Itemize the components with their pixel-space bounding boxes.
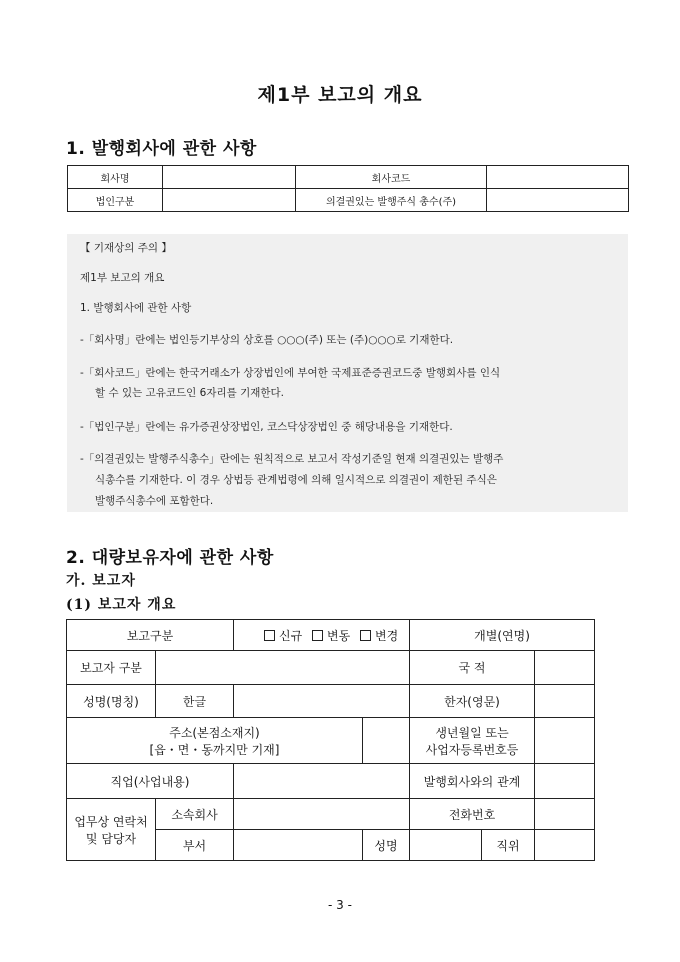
notes-item: -「법인구분」란에는 유가증권상장법인, 코스닥상장법인 중 해당내용을 기재한다. — [80, 421, 453, 433]
page-number: - 3 - — [328, 898, 352, 912]
address-label-line: [읍・면・동까지만 기재] — [149, 742, 280, 757]
hangul-label: 한글 — [156, 685, 234, 718]
nationality-label: 국 적 — [410, 651, 535, 685]
option-label: 신규 — [279, 628, 303, 643]
notes-box — [67, 234, 628, 512]
relation-cell — [535, 764, 595, 799]
hanja-cell — [535, 685, 595, 718]
report-type-options — [234, 620, 410, 651]
person-name-cell — [410, 830, 482, 861]
birth-label-line: 생년월일 또는 — [435, 725, 509, 740]
affiliation-cell — [234, 799, 410, 830]
address-cell — [363, 718, 410, 764]
table-row — [67, 685, 595, 718]
report-type-label: 보고구분 — [67, 620, 234, 651]
company-name-label: 회사명 — [68, 166, 163, 189]
notes-item-continued: 할 수 있는 고유코드인 6자리를 기재한다. — [95, 387, 284, 399]
table-row — [68, 189, 629, 212]
subsection-heading: 가. 보고자 — [66, 573, 136, 589]
contact-label — [67, 799, 156, 861]
dept-cell — [234, 830, 363, 861]
reporter-overview-table — [66, 619, 595, 861]
nationality-cell — [535, 651, 595, 685]
phone-cell — [535, 799, 595, 830]
table-row — [67, 651, 595, 685]
page-title: 제1부 보고의 개요 — [257, 84, 423, 106]
option-label: 변동 — [327, 628, 351, 643]
table-row — [67, 718, 595, 764]
notes-line: 제1부 보고의 개요 — [80, 272, 165, 284]
address-label — [67, 718, 363, 764]
company-info-table — [67, 165, 629, 212]
table-row — [68, 166, 629, 189]
affiliation-label: 소속회사 — [156, 799, 234, 830]
notes-item-continued: 발행주식총수에 포함한다. — [95, 495, 214, 507]
hanja-label: 한자(영문) — [410, 685, 535, 718]
position-label: 직위 — [482, 830, 535, 861]
company-code-cell — [487, 166, 629, 189]
notes-item-continued: 식총수를 기재한다. 이 경우 상법등 관계법령에 의해 일시적으로 의결권이 제한된 주식은 — [95, 474, 497, 486]
birth-cell — [535, 718, 595, 764]
notes-item: -「회사명」란에는 법인등기부상의 상호를 ○○○(주) 또는 (주)○○○로 기재한다. — [80, 334, 454, 346]
reporter-type-cell — [156, 651, 410, 685]
contact-label-line: 및 담당자 — [85, 831, 137, 846]
voting-shares-cell — [487, 189, 629, 212]
option-label: 변경 — [375, 628, 399, 643]
section1-heading: 1. 발행회사에 관한 사항 — [66, 139, 257, 159]
notes-line: 1. 발행회사에 관한 사항 — [80, 302, 192, 314]
birth-label — [410, 718, 535, 764]
checkbox-modify[interactable] — [360, 630, 371, 641]
subsection-heading: (1) 보고자 개요 — [66, 597, 177, 613]
section2-heading: 2. 대량보유자에 관한 사항 — [66, 548, 274, 568]
address-label-line: 주소(본점소재지) — [169, 725, 260, 740]
table-row — [67, 764, 595, 799]
occupation-label: 직업(사업내용) — [67, 764, 234, 799]
company-name-cell — [163, 166, 296, 189]
notes-item: -「회사코드」란에는 한국거래소가 상장법인에 부여한 국제표준증권코드중 발행회사를 인식 — [80, 367, 501, 379]
corp-type-label: 법인구분 — [68, 189, 163, 212]
hangul-cell — [234, 685, 410, 718]
birth-label-line: 사업자등록번호등 — [425, 742, 519, 757]
name-label: 성명(명칭) — [67, 685, 156, 718]
person-name-label: 성명 — [363, 830, 410, 861]
reporter-type-label: 보고자 구분 — [67, 651, 156, 685]
phone-label: 전화번호 — [410, 799, 535, 830]
checkbox-change[interactable] — [312, 630, 323, 641]
notes-item: -「의결권있는 발행주식총수」란에는 원칙적으로 보고서 작성기준일 현재 의결권있는 발행주 — [80, 453, 504, 465]
position-cell — [535, 830, 595, 861]
relation-label: 발행회사와의 관계 — [410, 764, 535, 799]
occupation-cell — [234, 764, 410, 799]
checkbox-new[interactable] — [264, 630, 275, 641]
company-code-label: 회사코드 — [296, 166, 487, 189]
contact-label-line: 업무상 연락처 — [74, 814, 148, 829]
voting-shares-label: 의결권있는 발행주식 총수(주) — [296, 189, 487, 212]
notes-header: 【 기재상의 주의 】 — [80, 242, 172, 254]
individual-label: 개별(연명) — [410, 620, 595, 651]
table-row — [67, 620, 595, 651]
corp-type-cell — [163, 189, 296, 212]
dept-label: 부서 — [156, 830, 234, 861]
table-row — [67, 799, 595, 830]
